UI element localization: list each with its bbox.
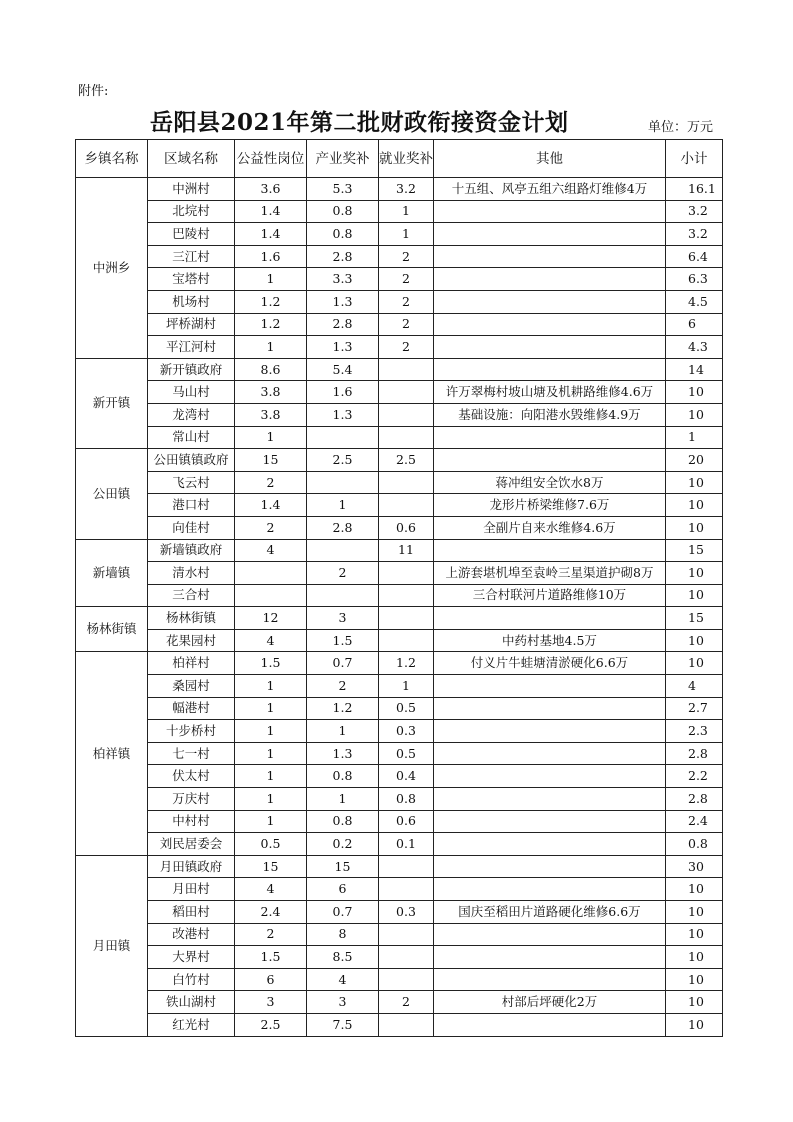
industry-cell: 6 <box>307 878 379 901</box>
subtotal-cell: 10 <box>666 584 723 607</box>
public-cell: 4 <box>235 878 307 901</box>
other-cell: 全副片自来水维修4.6万 <box>434 516 666 539</box>
employment-cell: 0.6 <box>379 516 434 539</box>
other-cell <box>434 313 666 336</box>
subtotal-cell: 4.5 <box>666 290 723 313</box>
public-cell: 3 <box>235 991 307 1014</box>
subtotal-cell: 16.1 <box>666 178 723 201</box>
other-cell: 付义片牛蛙塘清淤硬化6.6万 <box>434 652 666 675</box>
industry-cell: 1.3 <box>307 403 379 426</box>
area-cell: 七一村 <box>148 742 235 765</box>
subtotal-cell: 10 <box>666 652 723 675</box>
employment-cell: 2 <box>379 991 434 1014</box>
industry-cell: 1.3 <box>307 336 379 359</box>
table-row <box>76 810 723 833</box>
employment-cell <box>379 426 434 449</box>
area-cell: 白竹村 <box>148 968 235 991</box>
area-cell: 中洲村 <box>148 178 235 201</box>
area-cell: 宝塔村 <box>148 268 235 291</box>
public-cell: 3.8 <box>235 381 307 404</box>
other-cell: 上游套堪机埠至袁岭三星渠道护砌8万 <box>434 562 666 585</box>
header-subtotal: 小计 <box>666 140 723 178</box>
table-row <box>76 584 723 607</box>
employment-cell <box>379 629 434 652</box>
industry-cell: 0.7 <box>307 901 379 924</box>
table-row <box>76 675 723 698</box>
other-cell: 村部后坪硬化2万 <box>434 991 666 1014</box>
public-cell: 1 <box>235 268 307 291</box>
public-cell: 1 <box>235 675 307 698</box>
table-row <box>76 697 723 720</box>
public-cell: 2 <box>235 471 307 494</box>
public-cell: 1.4 <box>235 223 307 246</box>
industry-cell: 1 <box>307 494 379 517</box>
industry-cell: 8 <box>307 923 379 946</box>
table-row <box>76 991 723 1014</box>
industry-cell: 2 <box>307 675 379 698</box>
industry-cell: 4 <box>307 968 379 991</box>
subtotal-cell: 10 <box>666 471 723 494</box>
employment-cell <box>379 607 434 630</box>
employment-cell: 1 <box>379 223 434 246</box>
other-cell <box>434 878 666 901</box>
area-cell: 马山村 <box>148 381 235 404</box>
public-cell: 15 <box>235 449 307 472</box>
document-title: 岳阳县2021年第二批财政衔接资金计划 <box>150 109 569 136</box>
industry-cell: 1.6 <box>307 381 379 404</box>
other-cell: 中药村基地4.5万 <box>434 629 666 652</box>
employment-cell <box>379 923 434 946</box>
table-row <box>76 720 723 743</box>
public-cell: 1.5 <box>235 946 307 969</box>
employment-cell: 1.2 <box>379 652 434 675</box>
industry-cell: 2.8 <box>307 313 379 336</box>
public-cell: 12 <box>235 607 307 630</box>
other-cell <box>434 1013 666 1036</box>
table-row <box>76 290 723 313</box>
table-row <box>76 878 723 901</box>
employment-cell <box>379 562 434 585</box>
subtotal-cell: 10 <box>666 629 723 652</box>
area-cell: 清水村 <box>148 562 235 585</box>
table-row <box>76 946 723 969</box>
public-cell: 2.5 <box>235 1013 307 1036</box>
industry-cell <box>307 471 379 494</box>
public-cell: 1 <box>235 336 307 359</box>
area-cell: 柏祥村 <box>148 652 235 675</box>
industry-cell: 1.3 <box>307 290 379 313</box>
public-cell: 8.6 <box>235 358 307 381</box>
public-cell: 15 <box>235 855 307 878</box>
subtotal-cell: 10 <box>666 991 723 1014</box>
public-cell <box>235 584 307 607</box>
area-cell: 改港村 <box>148 923 235 946</box>
subtotal-cell: 15 <box>666 539 723 562</box>
table-row <box>76 539 723 562</box>
employment-cell: 0.4 <box>379 765 434 788</box>
subtotal-cell: 10 <box>666 381 723 404</box>
area-cell: 北垸村 <box>148 200 235 223</box>
subtotal-cell: 15 <box>666 607 723 630</box>
area-cell: 龙湾村 <box>148 403 235 426</box>
subtotal-cell: 10 <box>666 562 723 585</box>
industry-cell: 3.3 <box>307 268 379 291</box>
subtotal-cell: 2.8 <box>666 742 723 765</box>
other-cell: 三合村联河片道路维修10万 <box>434 584 666 607</box>
public-cell: 1.2 <box>235 290 307 313</box>
employment-cell <box>379 968 434 991</box>
unit-label: 单位：万元 <box>648 120 714 135</box>
header-town: 乡镇名称 <box>76 140 148 178</box>
employment-cell: 1 <box>379 675 434 698</box>
area-cell: 万庆村 <box>148 788 235 811</box>
industry-cell: 0.8 <box>307 223 379 246</box>
industry-cell: 3 <box>307 607 379 630</box>
subtotal-cell: 30 <box>666 855 723 878</box>
table-row <box>76 336 723 359</box>
industry-cell <box>307 584 379 607</box>
table-row <box>76 494 723 517</box>
area-cell: 刘民居委会 <box>148 833 235 856</box>
table-row <box>76 449 723 472</box>
area-cell: 伏太村 <box>148 765 235 788</box>
area-cell: 公田镇镇政府 <box>148 449 235 472</box>
other-cell <box>434 697 666 720</box>
industry-cell: 0.2 <box>307 833 379 856</box>
other-cell <box>434 833 666 856</box>
area-cell: 红光村 <box>148 1013 235 1036</box>
employment-cell <box>379 855 434 878</box>
other-cell <box>434 810 666 833</box>
employment-cell: 0.3 <box>379 901 434 924</box>
subtotal-cell: 4 <box>666 675 723 698</box>
industry-cell: 3 <box>307 991 379 1014</box>
other-cell <box>434 607 666 630</box>
subtotal-cell: 10 <box>666 403 723 426</box>
public-cell: 1 <box>235 697 307 720</box>
table-row <box>76 855 723 878</box>
employment-cell: 0.3 <box>379 720 434 743</box>
subtotal-cell: 10 <box>666 923 723 946</box>
town-cell: 月田镇 <box>76 855 148 1036</box>
employment-cell <box>379 358 434 381</box>
funding-plan-table <box>75 139 723 1037</box>
other-cell <box>434 765 666 788</box>
other-cell <box>434 336 666 359</box>
industry-cell: 5.4 <box>307 358 379 381</box>
public-cell <box>235 562 307 585</box>
public-cell: 1 <box>235 810 307 833</box>
industry-cell: 2.8 <box>307 516 379 539</box>
employment-cell: 2 <box>379 290 434 313</box>
table-row <box>76 471 723 494</box>
public-cell: 1 <box>235 765 307 788</box>
header-area: 区域名称 <box>148 140 235 178</box>
public-cell: 1.4 <box>235 200 307 223</box>
employment-cell <box>379 471 434 494</box>
area-cell: 新墙镇政府 <box>148 539 235 562</box>
industry-cell: 0.7 <box>307 652 379 675</box>
other-cell <box>434 290 666 313</box>
other-cell <box>434 426 666 449</box>
table-row <box>76 516 723 539</box>
other-cell <box>434 223 666 246</box>
subtotal-cell: 2.3 <box>666 720 723 743</box>
employment-cell: 0.5 <box>379 742 434 765</box>
other-cell <box>434 720 666 743</box>
industry-cell: 0.8 <box>307 810 379 833</box>
industry-cell: 1.3 <box>307 742 379 765</box>
employment-cell: 2 <box>379 313 434 336</box>
employment-cell <box>379 403 434 426</box>
area-cell: 机场村 <box>148 290 235 313</box>
public-cell: 1.6 <box>235 245 307 268</box>
other-cell <box>434 855 666 878</box>
employment-cell <box>379 946 434 969</box>
industry-cell: 15 <box>307 855 379 878</box>
other-cell <box>434 449 666 472</box>
employment-cell: 0.6 <box>379 810 434 833</box>
industry-cell: 5.3 <box>307 178 379 201</box>
other-cell <box>434 200 666 223</box>
subtotal-cell: 6 <box>666 313 723 336</box>
table-row <box>76 901 723 924</box>
subtotal-cell: 10 <box>666 878 723 901</box>
industry-cell: 1 <box>307 720 379 743</box>
industry-cell: 2.8 <box>307 245 379 268</box>
header-other: 其他 <box>434 140 666 178</box>
area-cell: 向佳村 <box>148 516 235 539</box>
table-row <box>76 968 723 991</box>
employment-cell: 0.1 <box>379 833 434 856</box>
public-cell: 2 <box>235 516 307 539</box>
header-industry: 产业奖补 <box>307 140 379 178</box>
area-cell: 桑园村 <box>148 675 235 698</box>
industry-cell <box>307 539 379 562</box>
employment-cell <box>379 1013 434 1036</box>
area-cell: 稻田村 <box>148 901 235 924</box>
table-row <box>76 629 723 652</box>
other-cell <box>434 742 666 765</box>
employment-cell: 0.5 <box>379 697 434 720</box>
public-cell: 1.2 <box>235 313 307 336</box>
other-cell <box>434 245 666 268</box>
table-row <box>76 245 723 268</box>
industry-cell <box>307 426 379 449</box>
employment-cell <box>379 381 434 404</box>
area-cell: 中村村 <box>148 810 235 833</box>
subtotal-cell: 2.8 <box>666 788 723 811</box>
table-row <box>76 923 723 946</box>
employment-cell: 0.8 <box>379 788 434 811</box>
subtotal-cell: 2.4 <box>666 810 723 833</box>
employment-cell <box>379 878 434 901</box>
table-row <box>76 607 723 630</box>
header-employment: 就业奖补 <box>379 140 434 178</box>
table-row <box>76 268 723 291</box>
area-cell: 坪桥湖村 <box>148 313 235 336</box>
subtotal-cell: 10 <box>666 901 723 924</box>
other-cell: 国庆至稻田片道路硬化维修6.6万 <box>434 901 666 924</box>
table-row <box>76 426 723 449</box>
area-cell: 港口村 <box>148 494 235 517</box>
table-row <box>76 652 723 675</box>
employment-cell: 11 <box>379 539 434 562</box>
industry-cell: 1 <box>307 788 379 811</box>
other-cell <box>434 968 666 991</box>
area-cell: 月田村 <box>148 878 235 901</box>
subtotal-cell: 10 <box>666 1013 723 1036</box>
area-cell: 月田镇政府 <box>148 855 235 878</box>
public-cell: 6 <box>235 968 307 991</box>
town-cell: 柏祥镇 <box>76 652 148 855</box>
employment-cell: 2 <box>379 336 434 359</box>
other-cell <box>434 946 666 969</box>
industry-cell: 0.8 <box>307 765 379 788</box>
public-cell: 1 <box>235 788 307 811</box>
area-cell: 新开镇政府 <box>148 358 235 381</box>
industry-cell: 0.8 <box>307 200 379 223</box>
area-cell: 巴陵村 <box>148 223 235 246</box>
other-cell: 龙形片桥梁维修7.6万 <box>434 494 666 517</box>
industry-cell: 8.5 <box>307 946 379 969</box>
employment-cell <box>379 584 434 607</box>
table-row <box>76 313 723 336</box>
subtotal-cell: 2.7 <box>666 697 723 720</box>
industry-cell: 1.2 <box>307 697 379 720</box>
subtotal-cell: 3.2 <box>666 200 723 223</box>
subtotal-cell: 10 <box>666 516 723 539</box>
area-cell: 大界村 <box>148 946 235 969</box>
subtotal-cell: 6.3 <box>666 268 723 291</box>
table-row <box>76 403 723 426</box>
area-cell: 花果园村 <box>148 629 235 652</box>
subtotal-cell: 10 <box>666 494 723 517</box>
area-cell: 飞云村 <box>148 471 235 494</box>
other-cell: 基础设施：向阳港水毁维修4.9万 <box>434 403 666 426</box>
industry-cell: 2.5 <box>307 449 379 472</box>
industry-cell: 7.5 <box>307 1013 379 1036</box>
employment-cell: 3.2 <box>379 178 434 201</box>
subtotal-cell: 3.2 <box>666 223 723 246</box>
subtotal-cell: 4.3 <box>666 336 723 359</box>
other-cell <box>434 923 666 946</box>
public-cell: 1 <box>235 742 307 765</box>
table-row <box>76 833 723 856</box>
table-row <box>76 178 723 201</box>
subtotal-cell: 10 <box>666 968 723 991</box>
public-cell: 1.4 <box>235 494 307 517</box>
area-cell: 平江河村 <box>148 336 235 359</box>
table-row <box>76 200 723 223</box>
other-cell <box>434 675 666 698</box>
employment-cell: 2.5 <box>379 449 434 472</box>
area-cell: 幅港村 <box>148 697 235 720</box>
other-cell: 十五组、风亭五组六组路灯维修4万 <box>434 178 666 201</box>
subtotal-cell: 14 <box>666 358 723 381</box>
subtotal-cell: 6.4 <box>666 245 723 268</box>
other-cell <box>434 788 666 811</box>
area-cell: 杨林街镇 <box>148 607 235 630</box>
header-row <box>76 140 723 178</box>
industry-cell: 2 <box>307 562 379 585</box>
table-row <box>76 358 723 381</box>
public-cell: 0.5 <box>235 833 307 856</box>
employment-cell <box>379 494 434 517</box>
employment-cell: 1 <box>379 200 434 223</box>
table-row <box>76 788 723 811</box>
public-cell: 4 <box>235 539 307 562</box>
public-cell: 3.6 <box>235 178 307 201</box>
town-cell: 新开镇 <box>76 358 148 448</box>
other-cell <box>434 358 666 381</box>
table-row <box>76 223 723 246</box>
public-cell: 1 <box>235 720 307 743</box>
public-cell: 1 <box>235 426 307 449</box>
other-cell <box>434 539 666 562</box>
employment-cell: 2 <box>379 245 434 268</box>
table-row <box>76 742 723 765</box>
area-cell: 三江村 <box>148 245 235 268</box>
area-cell: 三合村 <box>148 584 235 607</box>
header-public: 公益性岗位 <box>235 140 307 178</box>
table-row <box>76 765 723 788</box>
table-body <box>76 178 723 1037</box>
table-row <box>76 1013 723 1036</box>
town-cell: 中洲乡 <box>76 178 148 359</box>
public-cell: 1.5 <box>235 652 307 675</box>
attachment-label: 附件: <box>78 84 109 99</box>
subtotal-cell: 2.2 <box>666 765 723 788</box>
subtotal-cell: 10 <box>666 946 723 969</box>
subtotal-cell: 1 <box>666 426 723 449</box>
subtotal-cell: 0.8 <box>666 833 723 856</box>
public-cell: 2 <box>235 923 307 946</box>
subtotal-cell: 20 <box>666 449 723 472</box>
area-cell: 常山村 <box>148 426 235 449</box>
table-row <box>76 381 723 404</box>
area-cell: 铁山湖村 <box>148 991 235 1014</box>
town-cell: 新墙镇 <box>76 539 148 607</box>
public-cell: 4 <box>235 629 307 652</box>
other-cell: 许万翠梅村坡山塘及机耕路维修4.6万 <box>434 381 666 404</box>
public-cell: 3.8 <box>235 403 307 426</box>
other-cell: 蒋冲组安全饮水8万 <box>434 471 666 494</box>
town-cell: 杨林街镇 <box>76 607 148 652</box>
town-cell: 公田镇 <box>76 449 148 539</box>
table-row <box>76 562 723 585</box>
industry-cell: 1.5 <box>307 629 379 652</box>
employment-cell: 2 <box>379 268 434 291</box>
public-cell: 2.4 <box>235 901 307 924</box>
area-cell: 十步桥村 <box>148 720 235 743</box>
other-cell <box>434 268 666 291</box>
